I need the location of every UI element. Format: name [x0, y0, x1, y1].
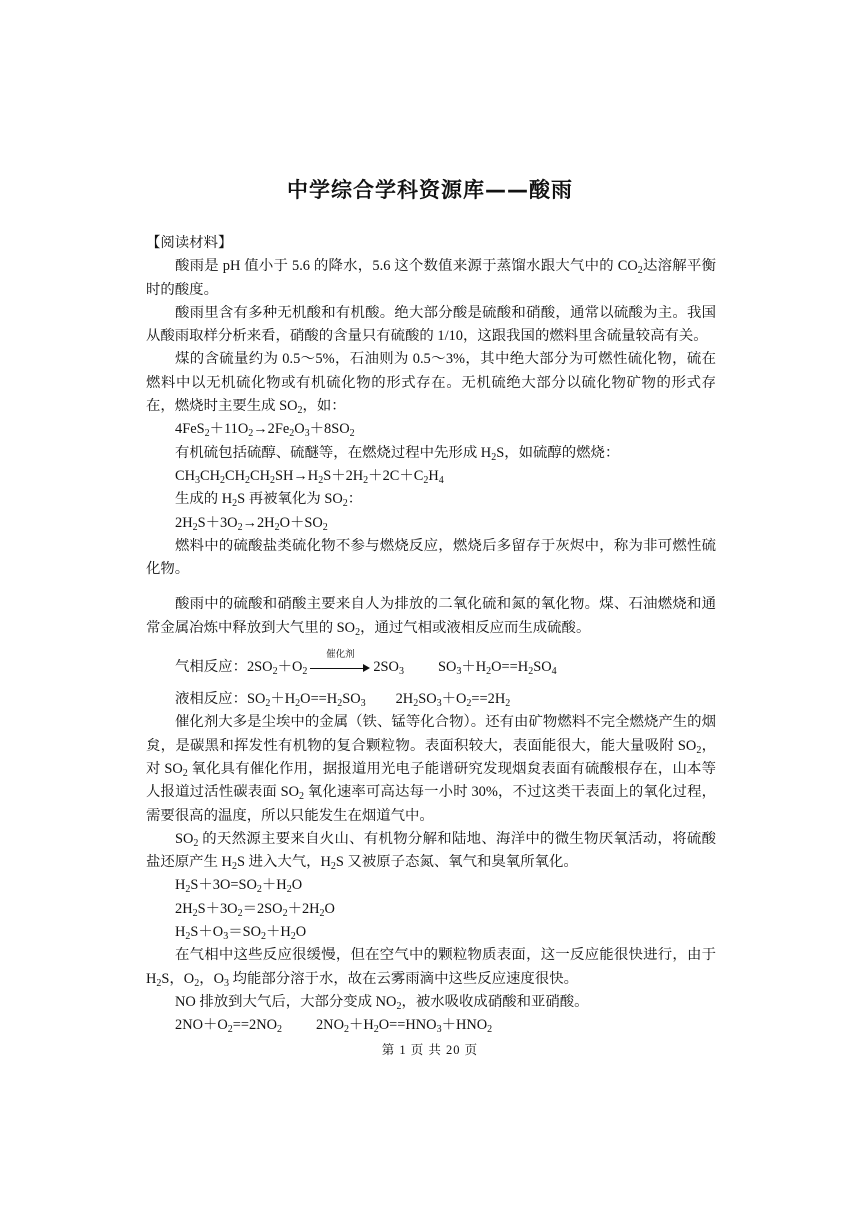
paragraph-definition: 酸雨是 pH 值小于 5.6 的降水，5.6 这个数值来源于蒸馏水跟大气中的 $CO_2$达溶解平衡时的酸度。	[146, 258, 716, 298]
equation-liquid-phase: 液相反应：$SO_2+H_2O==H_2SO_3$ $2H_2SO_3+O_2==2H_2$	[175, 691, 511, 710]
paragraph-nitrogen-oxides: NO 排放到大气后，大部分变成 $NO_2$，被水吸收成硝酸和亚硝酸。	[175, 993, 589, 1012]
equation-gas-phase: 气相反应：$2SO_2+O_2$ 催化剂 $2SO_3$ $SO_3+H_2O==H_2SO_4$	[175, 649, 557, 678]
catalyst-arrow: 催化剂	[310, 659, 370, 677]
section-heading: 【阅读材料】	[146, 235, 233, 251]
equation-thiol: $CH_3CH_2CH_2CH_2SH\to H_2S+2H_2+2C+C_2H_4$	[175, 467, 444, 486]
equation-h2s-combustion: $2H_2S+3O_2\to 2H_2O+SO_2$	[175, 514, 328, 533]
document-body	[146, 232, 716, 1038]
equation-h2s-atomic-oxygen: $H_2S+3O=SO_2+H_2O$	[175, 877, 303, 896]
spacer	[146, 640, 716, 652]
equation-h2s-ozone: $H_2S+O_3=SO_2+H_2O$	[175, 924, 307, 943]
paragraph-sulfur-content: 煤的含硫量约为 0.5～5%，石油则为 0.5～3%，其中绝大部分为可燃性硫化物，硫在燃料中以无机硫化物或有机硫化物的形式存在。无机硫绝大部分以硫化物矿物的形式存在，燃烧时主要生成 $SO_2$，如：	[146, 351, 716, 417]
paragraph-reaction-speed: 在气相中这些反应很缓慢，但在空气中的颗粒物质表面，这一反应能很快进行，由于 $H_2S$，$O_2$，$O_3$ 均能部分溶于水，故在云雾雨滴中这些反应速度很快。	[146, 947, 716, 989]
document-title: 中学综合学科资源库——酸雨	[287, 178, 573, 202]
equation-no-reactions: $2NO+O_2==2NO_2$ $2NO_2+H_2O==HNO_3+HNO_2$	[175, 1017, 493, 1036]
paragraph-organic-sulfur: 有机硫包括硫醇、硫醚等，在燃烧过程中先形成 $H_2S$，如硫醇的燃烧：	[175, 444, 620, 463]
equation-h2s-oxygen: $2H_2S+3O_2=2SO_2+2H_2O$	[175, 900, 335, 919]
paragraph-h2s-oxidation: 生成的 $H_2S$ 再被氧化为 $SO_2$：	[175, 491, 363, 510]
page-footer: 第 1 页 共 20 页	[381, 1043, 479, 1057]
paragraph-catalysts: 催化剂大多是尘埃中的金属（铁、锰等化合物）。还有由矿物燃料不完全燃烧产生的烟炱，是碳黑和挥发性有机物的复合颗粒物。表面积较大，表面能很大，能大量吸附 $SO_2$，对 $SO_2$ 氧化具有催化作用，据报道用光电子能谱研究发现烟炱表面有硫酸根存在，山本等人报道过活性碳表面 $SO_2$ 氧化速率可高达每一小时 30%，不过这类干表面上的氧化过程，需要很高的温度，所以只能发生在烟道气中。	[146, 714, 716, 824]
equation-pyrite: $4FeS_2+11O_2\to 2Fe_2O_3+8SO_2$	[175, 421, 355, 440]
spacer	[146, 581, 716, 593]
paragraph-natural-sources: $SO_2$ 的天然源主要来自火山、有机物分解和陆地、海洋中的微生物厌氧活动，将硫酸盐还原产生 $H_2S$ 进入大气，$H_2S$ 又被原子态氮、氧气和臭氧所氧化。	[146, 830, 716, 873]
paragraph-sources: 酸雨中的硫酸和硝酸主要来自人为排放的二氧化硫和氮的氧化物。煤、石油燃烧和通常金属冶炼中释放到大气里的 $SO_2$，通过气相或液相反应而生成硫酸。	[146, 596, 716, 638]
paragraph-composition: 酸雨里含有多种无机酸和有机酸。绝大部分酸是硫酸和硝酸，通常以硫酸为主。我国从酸雨取样分析来看，硝酸的含量只有硫酸的 1/10，这跟我国的燃料里含硫量较高有关。	[146, 304, 716, 345]
paragraph-sulfates: 燃料中的硫酸盐类硫化物不参与燃烧反应，燃烧后多留存于灰烬中，称为非可燃性硫化物。	[146, 537, 716, 578]
